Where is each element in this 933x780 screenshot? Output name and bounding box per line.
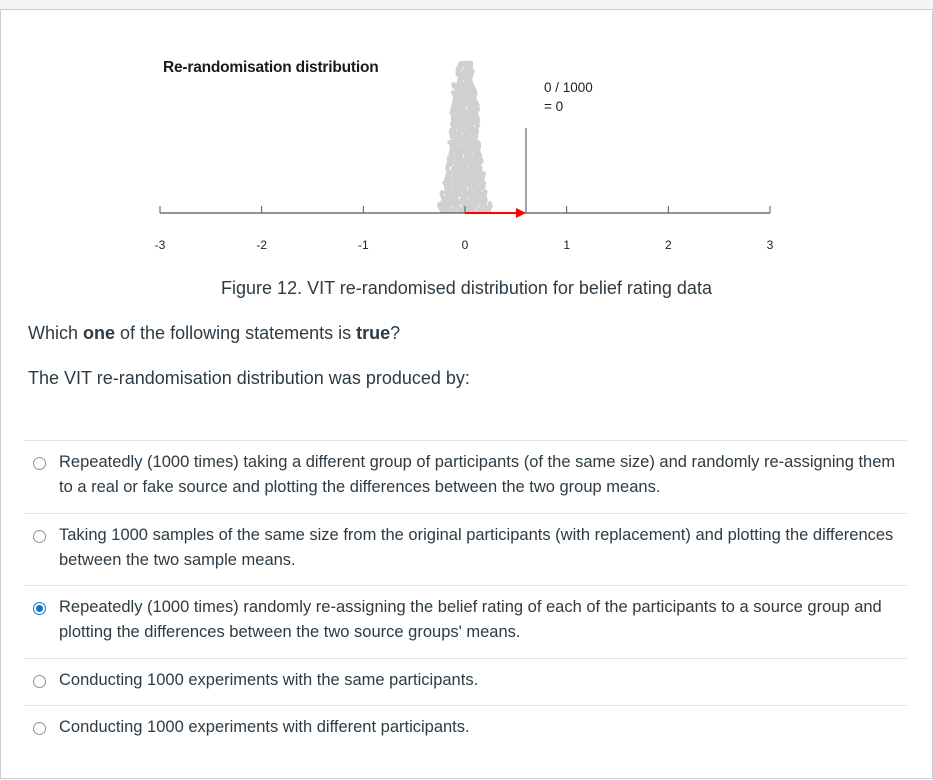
- answer-label: Repeatedly (1000 times) taking a different group of participants (of the same size) and randomly re-assigning them to a real or fake source and plotting the differences between the two group means.: [59, 453, 896, 496]
- rerandomisation-chart: [140, 50, 790, 265]
- x-tick-label: -1: [357, 238, 369, 252]
- question-stem: The VIT re-randomisation distribution was produced by:: [28, 368, 470, 388]
- arrow-head: [516, 208, 526, 218]
- radio-button[interactable]: [33, 530, 46, 543]
- x-tick-label: -2: [256, 238, 268, 252]
- radio-button-selected[interactable]: [33, 602, 46, 615]
- x-tick-label: 1: [563, 238, 571, 252]
- answer-label: Taking 1000 samples of the same size from the original participants (with replacement) and plotting the differences between the two sample means.: [59, 526, 894, 569]
- x-tick-label: -3: [154, 238, 166, 252]
- answer-option-4[interactable]: [24, 658, 907, 705]
- answer-choices: [24, 440, 907, 752]
- radio-button[interactable]: [33, 457, 46, 470]
- count-label: = 0: [544, 99, 564, 114]
- count-label: 0 / 1000: [544, 80, 593, 95]
- answer-option-3[interactable]: [24, 585, 907, 658]
- answer-option-2[interactable]: [24, 513, 907, 585]
- chart-title: Re-randomisation distribution: [163, 59, 379, 76]
- radio-button[interactable]: [33, 675, 46, 688]
- question-text: Which one of the following statements is true?: [28, 323, 401, 343]
- x-tick-label: 3: [766, 238, 774, 252]
- distribution-dot: [453, 208, 458, 213]
- answer-label: Repeatedly (1000 times) randomly re-assigning the belief rating of each of the participants to a source group and plotting the differences between the two source groups' means.: [59, 598, 882, 641]
- radio-button[interactable]: [33, 722, 46, 735]
- x-tick-label: 2: [664, 238, 672, 252]
- answer-option-1[interactable]: [24, 440, 907, 513]
- answer-label: Conducting 1000 experiments with the same participants.: [59, 671, 479, 689]
- answer-option-5[interactable]: [24, 705, 907, 752]
- answer-label: Conducting 1000 experiments with different participants.: [59, 718, 470, 736]
- x-tick-label: 0: [461, 238, 469, 252]
- distribution-dots: [437, 61, 493, 214]
- figure-caption: Figure 12. VIT re-randomised distribution for belief rating data: [221, 278, 712, 298]
